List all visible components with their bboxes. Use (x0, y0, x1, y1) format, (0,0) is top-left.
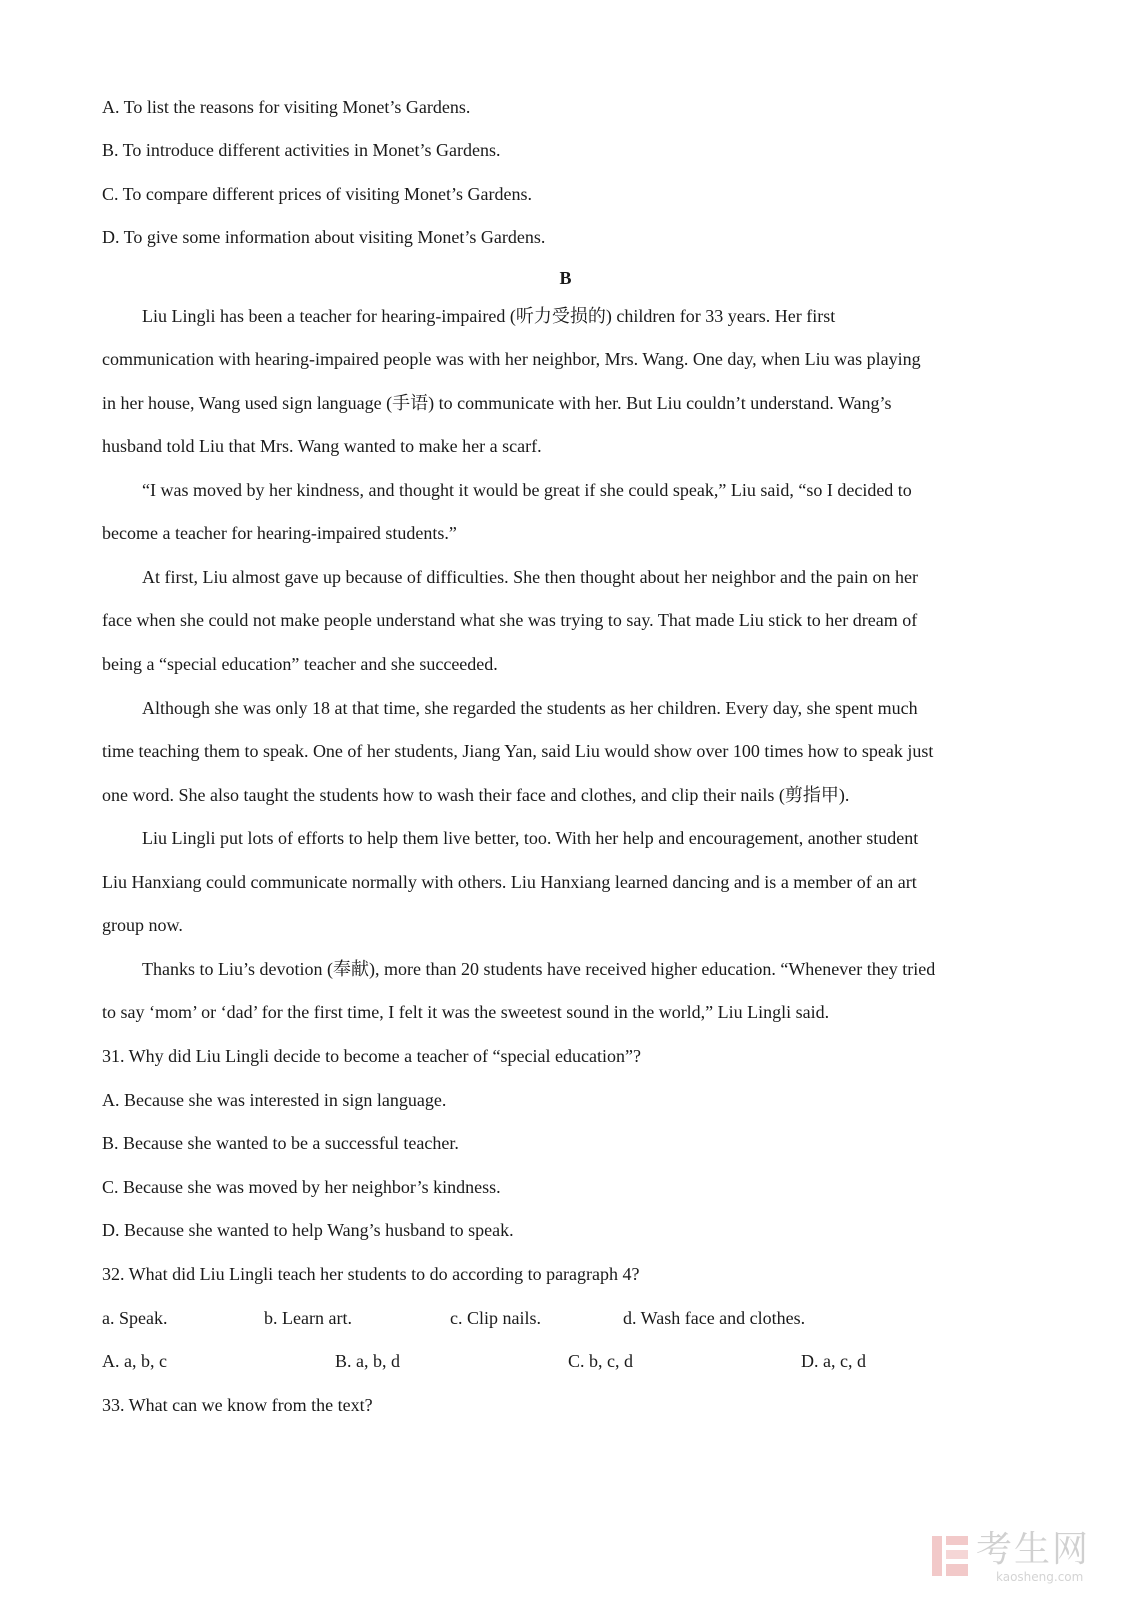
passage-line: in her house, Wang used sign language (手语) to communicate with her. But Liu couldn’t understand. Wang’s (102, 393, 892, 413)
passage-line: face when she could not make people understand what she was trying to say. That made Liu stick to her dream of (102, 610, 918, 630)
passage-line: Thanks to Liu’s devotion (奉献), more than 20 students have received higher education. “Whenever they tried (142, 959, 936, 979)
passage-line: Liu Lingli put lots of efforts to help them live better, too. With her help and encouragement, another student (142, 828, 919, 848)
q31-option-b: B. Because she wanted to be a successful teacher. (102, 1133, 459, 1153)
watermark-text: 考生网 (976, 1529, 1091, 1570)
passage-line: to say ‘mom’ or ‘dad’ for the first time, I felt it was the sweetest sound in the world,” Liu Lingli said. (102, 1002, 830, 1022)
passage-line: communication with hearing-impaired people was with her neighbor, Mrs. Wang. One day, when Liu was playing (102, 349, 921, 369)
prev-option-d: D. To give some information about visiting Monet’s Gardens. (102, 227, 546, 247)
passage-line: become a teacher for hearing-impaired students.” (102, 523, 457, 543)
question-32: 32. What did Liu Lingli teach her students to do according to paragraph 4? (102, 1264, 640, 1284)
q31-option-c: C. Because she was moved by her neighbor’s kindness. (102, 1177, 501, 1197)
question-33: 33. What can we know from the text? (102, 1395, 373, 1415)
passage-line: Liu Hanxiang could communicate normally with others. Liu Hanxiang learned dancing and is a member of an art (102, 872, 917, 892)
passage-line: “I was moved by her kindness, and thought it would be great if she could speak,” Liu said, “so I decided to (142, 480, 912, 500)
passage-line: At first, Liu almost gave up because of difficulties. She then thought about her neighbor and the pain on her (142, 567, 918, 587)
prev-option-b: B. To introduce different activities in Monet’s Gardens. (102, 140, 501, 160)
prev-option-a: A. To list the reasons for visiting Monet’s Gardens. (102, 97, 471, 117)
passage-line: husband told Liu that Mrs. Wang wanted to make her a scarf. (102, 436, 542, 456)
passage-line: time teaching them to speak. One of her students, Jiang Yan, said Liu would show over 100 times how to speak just (102, 741, 934, 761)
passage-line: group now. (102, 915, 183, 935)
q32-item-b: b. Learn art. (264, 1308, 352, 1328)
q32-option-d: D. a, c, d (801, 1351, 866, 1371)
watermark-url: kaosheng.com (996, 1570, 1084, 1584)
prev-option-c: C. To compare different prices of visiting Monet’s Gardens. (102, 184, 532, 204)
kaosheng-logo-icon (930, 1532, 970, 1580)
passage-line: Although she was only 18 at that time, she regarded the students as her children. Every day, she spent much (142, 698, 918, 718)
passage-line: being a “special education” teacher and she succeeded. (102, 654, 498, 674)
q32-option-b: B. a, b, d (335, 1351, 400, 1371)
question-31: 31. Why did Liu Lingli decide to become a teacher of “special education”? (102, 1046, 641, 1066)
section-title: B (559, 268, 572, 288)
q32-item-a: a. Speak. (102, 1308, 168, 1328)
passage-line: Liu Lingli has been a teacher for hearing-impaired (听力受损的) children for 33 years. Her first (142, 306, 836, 326)
q32-item-d: d. Wash face and clothes. (623, 1308, 806, 1328)
q32-option-c: C. b, c, d (568, 1351, 633, 1371)
watermark (930, 1528, 1120, 1590)
passage-line: one word. She also taught the students how to wash their face and clothes, and clip their nails (剪指甲). (102, 785, 850, 805)
q31-option-d: D. Because she wanted to help Wang’s husband to speak. (102, 1220, 514, 1240)
q32-option-a: A. a, b, c (102, 1351, 167, 1371)
q32-item-c: c. Clip nails. (450, 1308, 541, 1328)
q31-option-a: A. Because she was interested in sign language. (102, 1090, 447, 1110)
